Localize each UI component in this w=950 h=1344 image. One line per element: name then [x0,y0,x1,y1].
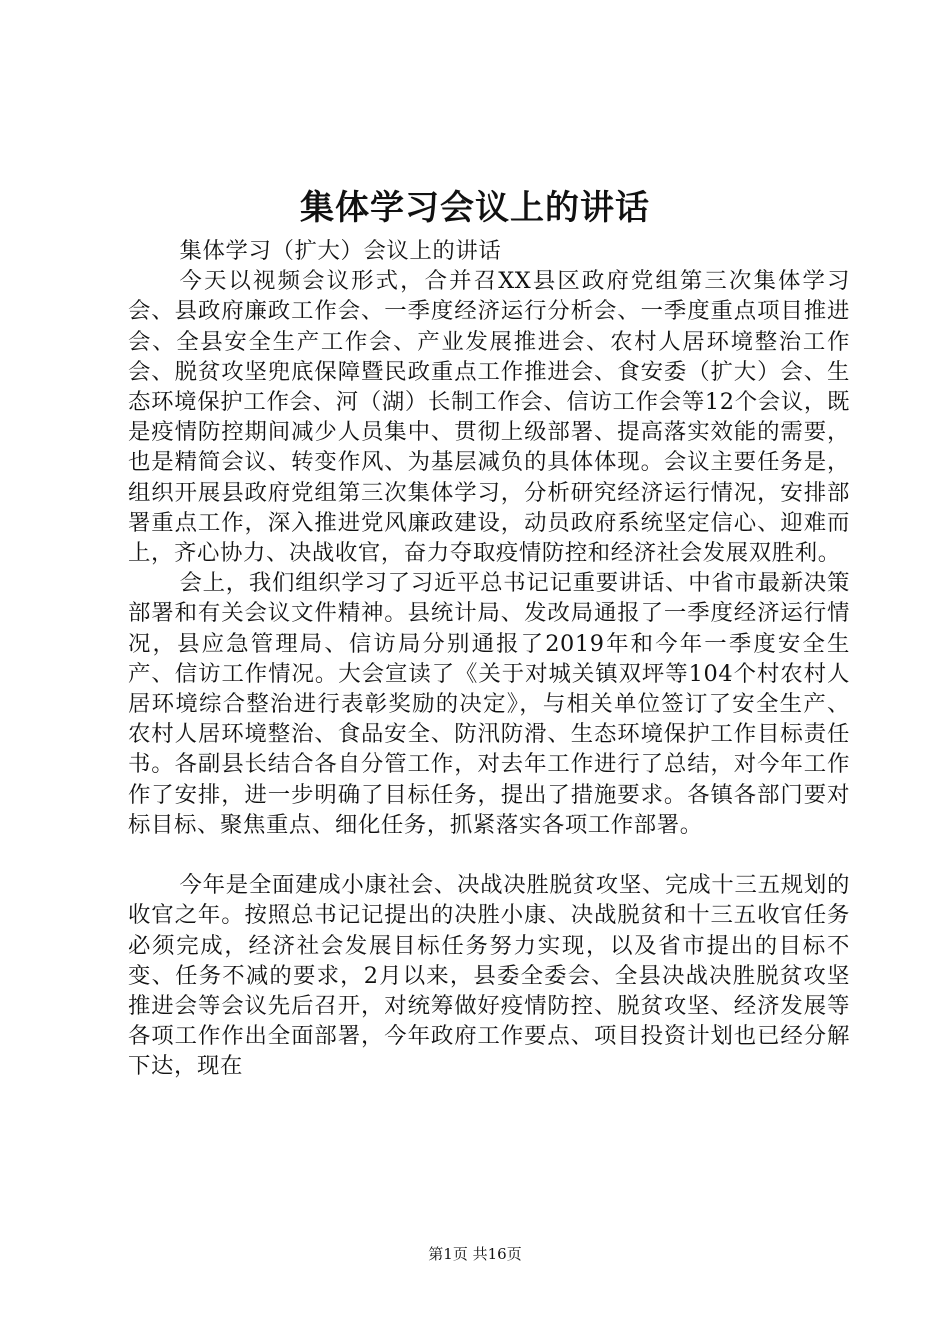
body-paragraph-3: 今年是全面建成小康社会、决战决胜脱贫攻坚、完成十三五规划的收官之年。按照总书记记提出的决胜小康、决战脱贫和十三五收官任务必须完成，经济社会发展目标任务努力实现，以及省市提出的目标不变、任务不减的要求，2月以来，县委全委会、全县决战决胜脱贫攻坚推进会等会议先后召开，对统筹做好疫情防控、脱贫攻坚、经济发展等各项工作作出全面部署，今年政府工作要点、项目投资计划也已经分解下达，现在 [128,872,850,1080]
document-title: 集体学习会议上的讲话 [300,188,650,228]
body-paragraph-1: 今天以视频会议形式，合并召XX县区政府党组第三次集体学习会、县政府廉政工作会、一季度经济运行分析会、一季度重点项目推进会、全县安全生产工作会、产业发展推进会、农村人居环境整治工作会、脱贫攻坚兜底保障暨民政重点工作推进会、食安委（扩大）会、生态环境保护工作会、河（湖）长制工作会、信访工作会等12个会议，既是疫情防控期间减少人员集中、贯彻上级部署、提高落实效能的需要，也是精简会议、转变作风、为基层减负的具体体现。会议主要任务是，组织开展县政府党组第三次集体学习，分析研究经济运行情况，安排部署重点工作，深入推进党风廉政建设，动员政府系统坚定信心、迎难而上，齐心协力、决战收官，奋力夺取疫情防控和经济社会发展双胜利。 [128,268,850,567]
subtitle-paragraph: 集体学习（扩大）会议上的讲话 [179,238,502,264]
body-paragraph-2: 会上，我们组织学习了习近平总书记记重要讲话、中省市最新决策部署和有关会议文件精神。县统计局、发改局通报了一季度经济运行情况，县应急管理局、信访局分别通报了2019年和今年一季度安全生产、信访工作情况。大会宣读了《关于对城关镇双坪等104个村农村人居环境综合整治进行表彰奖励的决定》，与相关单位签订了安全生产、农村人居环境整治、食品安全、防汛防滑、生态环境保护工作目标责任书。各副县长结合各自分管工作，对去年工作进行了总结，对今年工作作了安排，进一步明确了目标任务，提出了措施要求。各镇各部门要对标目标、聚焦重点、细化任务，抓紧落实各项工作部署。 [128,570,850,838]
document-body [128,236,850,1082]
page-footer: 第1页 共16页 [428,1245,522,1263]
